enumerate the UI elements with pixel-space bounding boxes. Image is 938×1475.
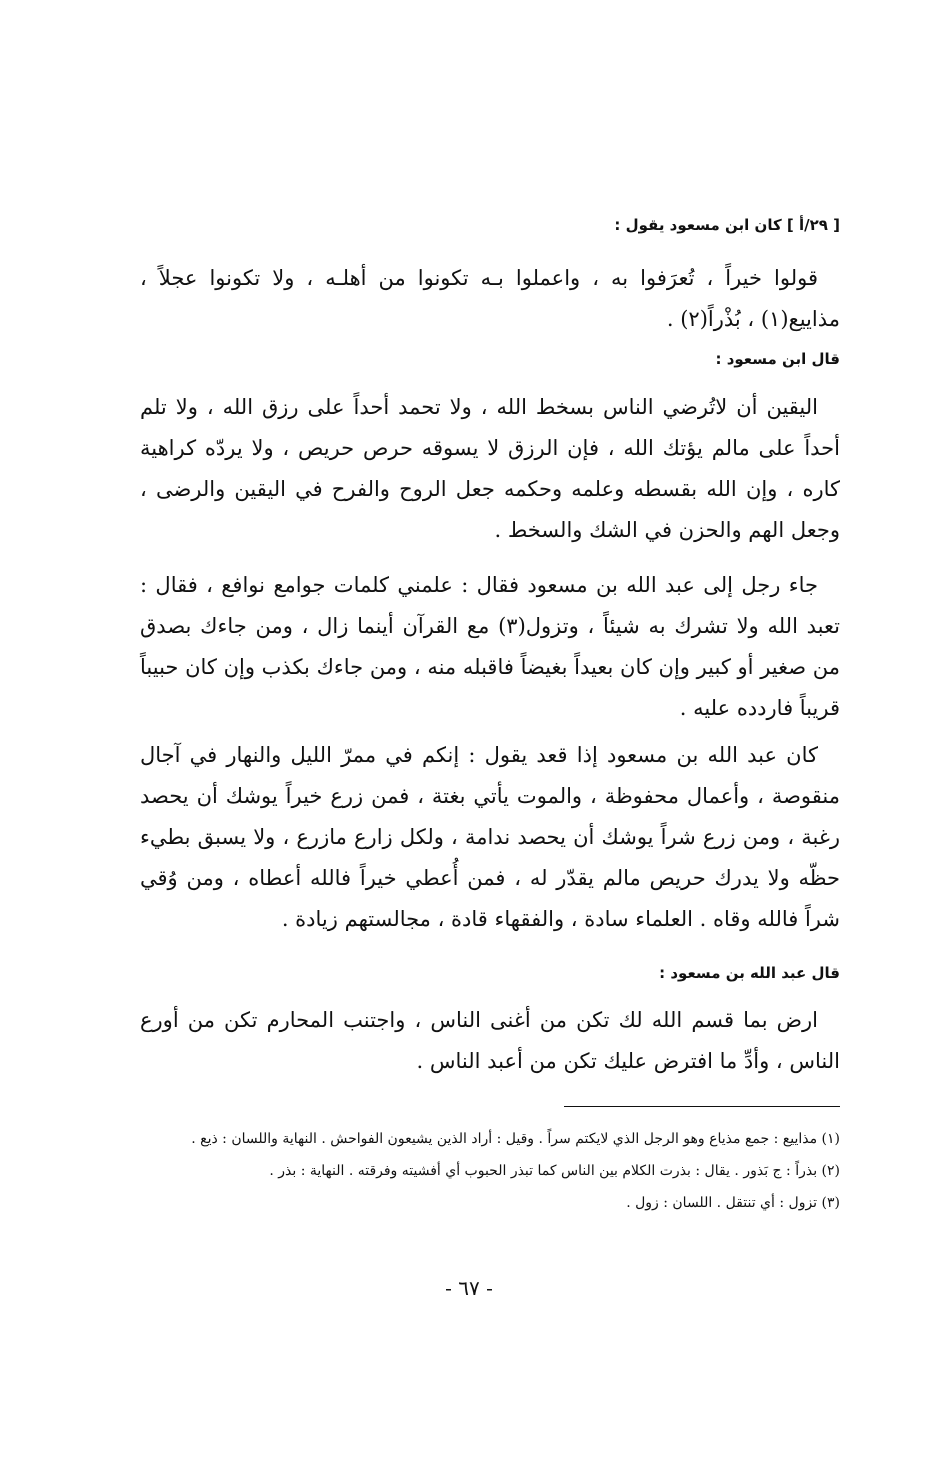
paragraph-1: قولوا خيراً ، تُعرَفوا به ، واعملوا بـه تكونوا من أهلـه ، ولا تكونوا عجلاً ، مذاييع(١) ، بُذْراً(٢) . [140,266,840,331]
page-number: - ٦٧ - [445,1276,493,1300]
paragraph-2: اليقين أن لاتُرضي الناس بسخط الله ، ولا تحمد أحداً على رزق الله ، ولا تلم أحداً على مالم يؤتك الله ، فإن الرزق لا يسوقه حرص حريص ، ولا يردّه كراهية كاره ، وإن الله بقسطه وعلمه وحكمه جعل الروح والفرح في اليقين والرضى ، وجعل الهم والحزن في الشك والسخط . [140,395,840,542]
footnote-3: (٣) تزول : أي تنتقل . اللسان : زول . [626,1195,840,1211]
footnotes [140,1126,840,1222]
section-heading-1: [ ٢٩/أ ] كان ابن مسعود يقول : [614,216,840,234]
footnote-1: (١) مذاييع : جمع مذياع وهو الرجل الذي لايكتم سراً . وقيل : أراد الذين يشيعون الفواحش . النهاية واللسان : ذيع . [191,1131,840,1147]
paragraph-3: جاء رجل إلى عبد الله بن مسعود فقال : علمني كلمات جوامع نوافع ، فقال : تعبد الله ولا تشرك به شيئاً ، وتزول(٣) مع القرآن أينما زال ، ومن جاءك بصدق من صغير أو كبير وإن كان بعيداً بغيضاً فاقبله منه ، ومن جاءك بكذب وإن كان حبيباً قريباً فاردده عليه . [140,573,840,720]
footnote-separator [564,1106,840,1107]
section-heading-2: قال ابن مسعود : [715,350,840,368]
section-heading-3: قال عبد الله بن مسعود : [659,964,840,982]
paragraph-4: كان عبد الله بن مسعود إذا قعد يقول : إنكم في ممرّ الليل والنهار في آجال منقوصة ، وأعمال محفوظة ، والموت يأتي بغتة ، فمن زرع خيراً يوشك أن يحصد رغبة ، ومن زرع شراً يوشك أن يحصد ندامة ، ولكل زارع مازرع ، ولا يسبق بطيء حظّه ولا يدرك حريص مالم يقدّر له ، فمن أُعطي خيراً فالله أعطاه ، ومن وُقي شراً فالله وقاه . العلماء سادة ، والفقهاء قادة ، مجالستهم زيادة . [140,743,840,931]
footnote-2: (٢) بذراً : ج بَذور . يقال : بذرت الكلام بين الناس كما تبذر الحبوب أي أفشيته وفرقته . النهاية : بذر . [269,1163,840,1179]
paragraph-5: ارض بما قسم الله لك تكن من أغنى الناس ، واجتنب المحارم تكن من أورع الناس ، وأدِّ ما افترض عليك تكن من أعبد الناس . [140,1008,840,1073]
